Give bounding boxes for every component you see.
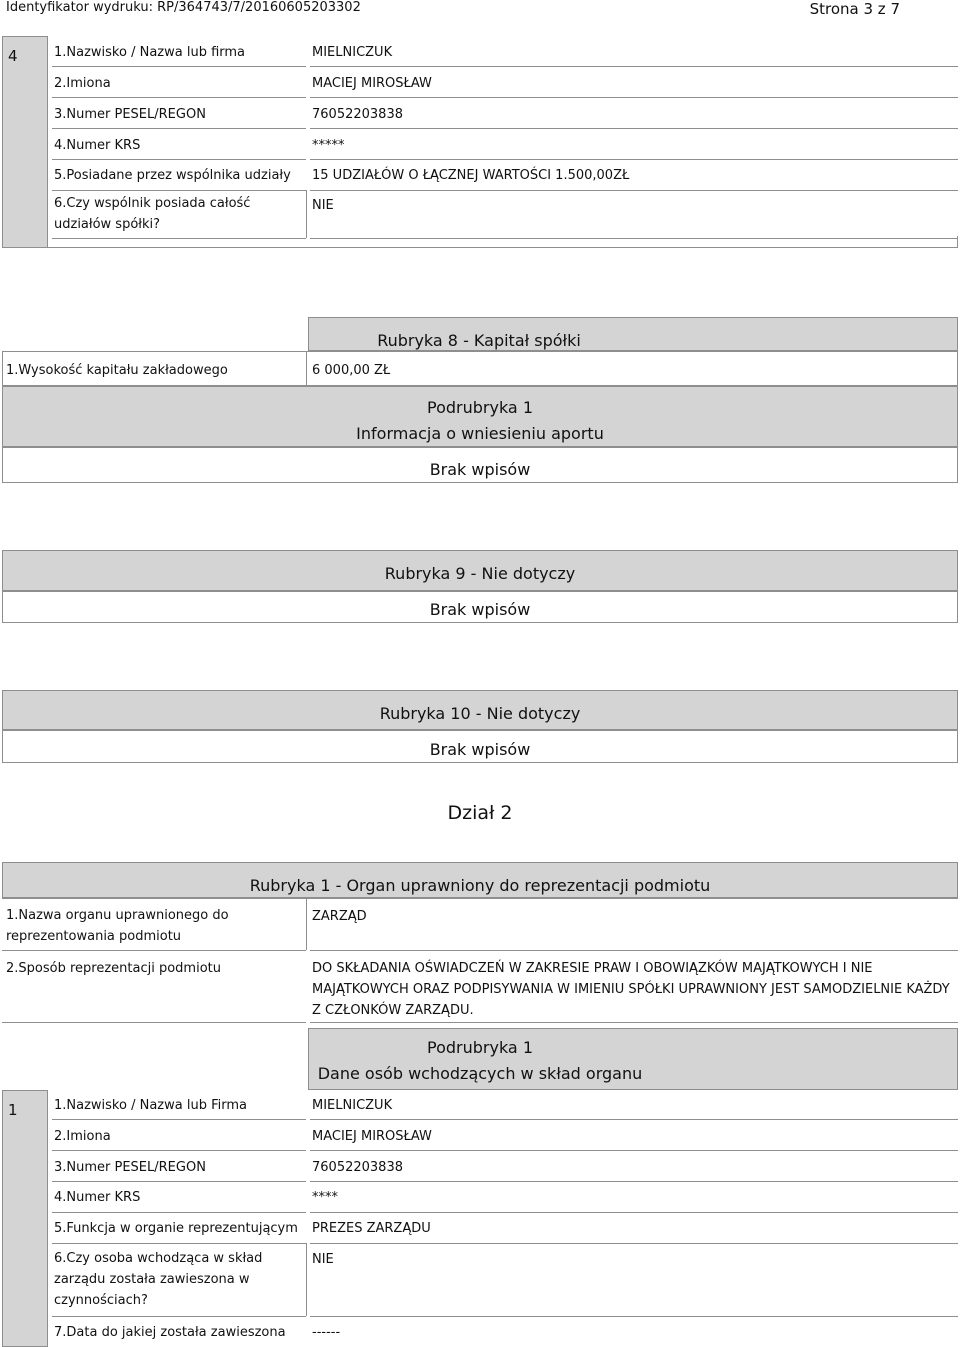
partner-bottom-rule xyxy=(48,247,958,248)
capital-label: 1.Wysokość kapitału zakładowego xyxy=(6,363,228,378)
partner-index-cell xyxy=(2,36,48,248)
representation-label: 2.Sposób reprezentacji podmiotu xyxy=(6,961,221,976)
member-value: ------ xyxy=(312,1325,341,1340)
dzial2-rubryka1-title: Rubryka 1 - Organ uprawniony do reprezentacji podmiotu xyxy=(249,876,711,895)
partner-label: 6.Czy wspólnik posiada całość udziałów spółki? xyxy=(54,196,251,232)
member-value: **** xyxy=(312,1190,338,1205)
rubryka9-title: Rubryka 9 - Nie dotyczy xyxy=(384,564,576,583)
partner-label: 1.Nazwisko / Nazwa lub firma xyxy=(54,45,246,60)
member-index: 1 xyxy=(8,1101,18,1119)
partner-value: MACIEJ MIROSŁAW xyxy=(312,76,432,91)
member-label: 4.Numer KRS xyxy=(54,1190,141,1205)
dzial2-sub-subtitle: Dane osób wchodzących w skład organu xyxy=(317,1064,643,1083)
member-label: 5.Funkcja w organie reprezentującym xyxy=(54,1221,298,1236)
partner-label: 5.Posiadane przez wspólnika udziały xyxy=(54,168,291,183)
rubryka10-title: Rubryka 10 - Nie dotyczy xyxy=(379,704,581,723)
partner-label: 2.Imiona xyxy=(54,76,111,91)
rubryka8-sub-title: Podrubryka 1 xyxy=(427,398,533,417)
member-label: 6.Czy osoba wchodząca w skład zarządu została zawieszona w czynnościach? xyxy=(54,1251,263,1308)
organ-value: ZARZĄD xyxy=(312,909,367,924)
rubryka8-sub-subtitle: Informacja o wniesieniu aportu xyxy=(356,424,604,443)
member-label: 2.Imiona xyxy=(54,1129,111,1144)
partner-label: 3.Numer PESEL/REGON xyxy=(54,107,206,122)
partner-index: 4 xyxy=(8,47,18,65)
rubryka10-empty: Brak wpisów xyxy=(429,740,531,759)
dzial-title: Dział 2 xyxy=(447,802,513,824)
organ-label: 1.Nazwa organu uprawnionego do reprezentowania podmiotu xyxy=(6,908,229,944)
capital-value: 6 000,00 ZŁ xyxy=(312,363,391,378)
partner-value: 76052203838 xyxy=(312,107,403,122)
print-identifier: Identyfikator wydruku: RP/364743/7/20160605203302 xyxy=(6,0,361,15)
partner-value: NIE xyxy=(312,198,334,213)
representation-value: DO SKŁADANIA OŚWIADCZEŃ W ZAKRESIE PRAW I OBOWIĄZKÓW MAJĄTKOWYCH I NIE MAJĄTKOWYCH ORAZ PODPISYWANIA W IMIENIU SPÓŁKI UPRAWNIONY JEST SAMODZIELNIE KAŻDY Z CZŁONKÓW ZARZĄDU. xyxy=(312,961,950,1018)
rubryka8-title: Rubryka 8 - Kapitał spółki xyxy=(377,331,581,350)
page-number: Strona 3 z 7 xyxy=(809,0,900,18)
rubryka8-empty: Brak wpisów xyxy=(429,460,531,479)
dzial2-sub-title: Podrubryka 1 xyxy=(427,1038,533,1057)
partner-value: MIELNICZUK xyxy=(312,45,393,60)
rubryka9-empty: Brak wpisów xyxy=(429,600,531,619)
member-label: 1.Nazwisko / Nazwa lub Firma xyxy=(54,1098,247,1113)
member-value: 76052203838 xyxy=(312,1160,403,1175)
member-label: 3.Numer PESEL/REGON xyxy=(54,1160,206,1175)
member-value: MACIEJ MIROSŁAW xyxy=(312,1129,432,1144)
member-value: NIE xyxy=(312,1252,334,1267)
partner-label: 4.Numer KRS xyxy=(54,138,141,153)
partner-value: ***** xyxy=(312,138,345,153)
member-label: 7.Data do jakiej została zawieszona xyxy=(54,1325,286,1340)
member-value: PREZES ZARZĄDU xyxy=(312,1221,431,1236)
member-index-cell xyxy=(2,1090,48,1347)
partner-value: 15 UDZIAŁÓW O ŁĄCZNEJ WARTOŚCI 1.500,00ZŁ xyxy=(312,168,630,183)
member-value: MIELNICZUK xyxy=(312,1098,393,1113)
